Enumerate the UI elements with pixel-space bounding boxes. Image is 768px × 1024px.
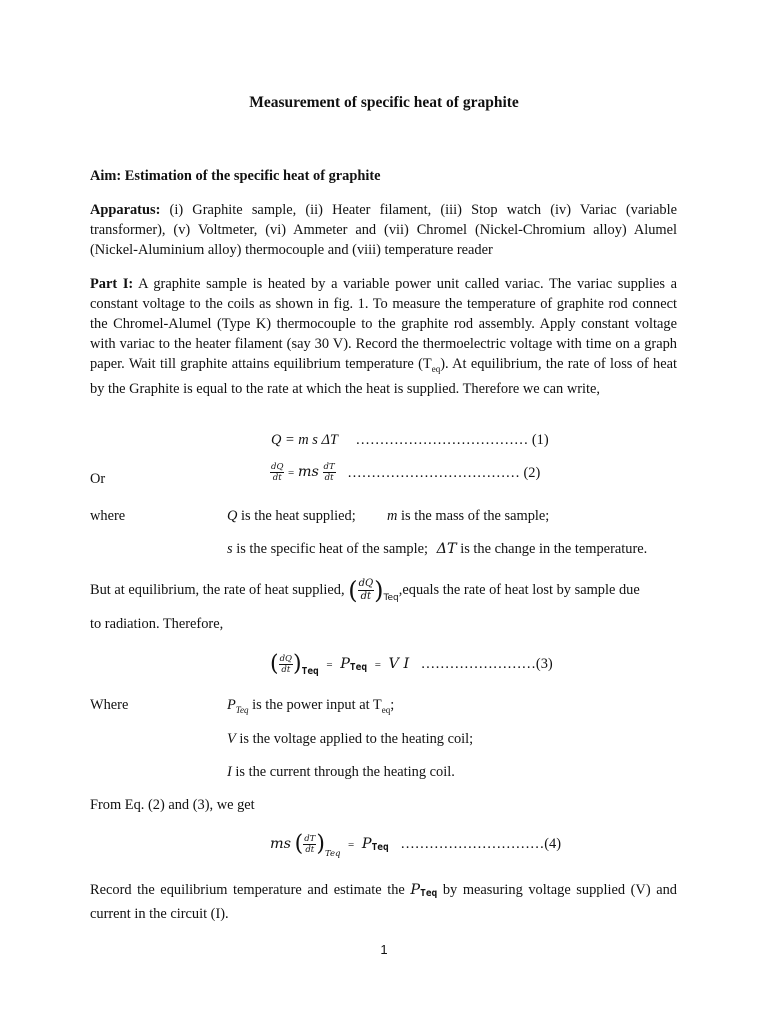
part1-text-b: ). At equilibrium, the rate of loss of heat by the Graphite is equal to the rate at which the heat is supplied. Therefore we can write, — [90, 356, 677, 397]
equation-2: $\frac{dQ}{dt}$ = ms $\frac{dT}{dt}$ ……………………………… (2) — [271, 462, 541, 484]
where-q-line: Q is the heat supplied; — [227, 508, 356, 524]
where2-label: Where — [90, 697, 129, 713]
equation-3: ( $\frac{dQ}{dt}$ )$_{Teq}$ = PTeq = V I ……………………(3) — [270, 651, 553, 677]
part1-paragraph — [90, 274, 677, 399]
where-m-line: m is the mass of the sample; — [387, 508, 550, 524]
where-label: where — [90, 508, 126, 524]
where-s-line: s is the specific heat of the sample; ΔT is the change in the temperature. — [227, 541, 648, 557]
equation-4: ms ( $\frac{dT}{dt}$ )$_{Teq}$ = PTeq …………………………(4) — [270, 831, 562, 859]
eq2-fraction-dt-dt: $\frac{dT}{dt}$ — [323, 462, 335, 484]
where2-i-line: I is the current through the heating coil. — [227, 764, 455, 780]
eq4-dots: …………………………(4) — [400, 836, 562, 852]
aim-heading: Aim: Estimation of the specific heat of graphite — [90, 168, 381, 184]
part1-teq-sub: eq — [431, 363, 441, 374]
apparatus-label: Apparatus: — [90, 202, 161, 218]
where2-v-line: V is the voltage applied to the heating coil; — [227, 731, 474, 747]
part1-label: Part I: — [90, 276, 134, 292]
page-number: 1 — [380, 942, 388, 957]
eq2-fraction-dq-dt: $\frac{dQ}{dt}$ — [271, 462, 284, 484]
where2-p-line: $P_{Teq}$ is the power input at $T_{eq}$; — [227, 697, 395, 715]
eq3-dots: ……………………(3) — [420, 656, 553, 672]
eq1-dots: ……………………………… (1) — [355, 432, 549, 448]
from-eq-line: From Eq. (2) and (3), we get — [90, 797, 255, 813]
apparatus-text: (i) Graphite sample, (ii) Heater filament, (iii) Stop watch (iv) Variac (variable transformer), (v) Voltmeter, (vi) Ammeter and (vii) Chromel (Nickel-Chromium alloy) Alumel (Nickel-Aluminium alloy) thermocouple and (viii) temperature reader — [90, 202, 677, 258]
eq1-expression: Q = m s ΔT — [271, 432, 338, 448]
record-paragraph: Record the equilibrium temperature and estimate the PTeq by measuring voltage supplied (V) and current in the circuit (I). — [90, 882, 677, 922]
eq2-dots: ……………………………… (2) — [347, 464, 541, 481]
equilibrium-line: But at equilibrium, the rate of heat supplied, ( $\frac{dQ}{dt}$ )$_{Teq},equals$ the rate of heat lost by sample due — [90, 576, 640, 605]
apparatus-paragraph — [90, 200, 677, 260]
eq2-or-label: Or — [90, 471, 106, 487]
equilibrium-line-2: to radiation. Therefore, — [90, 616, 224, 632]
equation-1 — [271, 430, 549, 450]
part1-text-a: A graphite sample is heated by a variable power unit called variac. The variac supplies a constant voltage to the coils as shown in fig. 1. To measure the temperature of graphite rod connect the Chromel-Alumel (Type K) thermocouple to the graphite rod assembly. Apply constant voltage with variac to the heater filament (say 30 V). Record the thermoelectric voltage with time on a graph paper. Wait till graphite attains equilibrium temperature (T — [90, 276, 677, 372]
page-title: Measurement of specific heat of graphite — [249, 94, 519, 111]
